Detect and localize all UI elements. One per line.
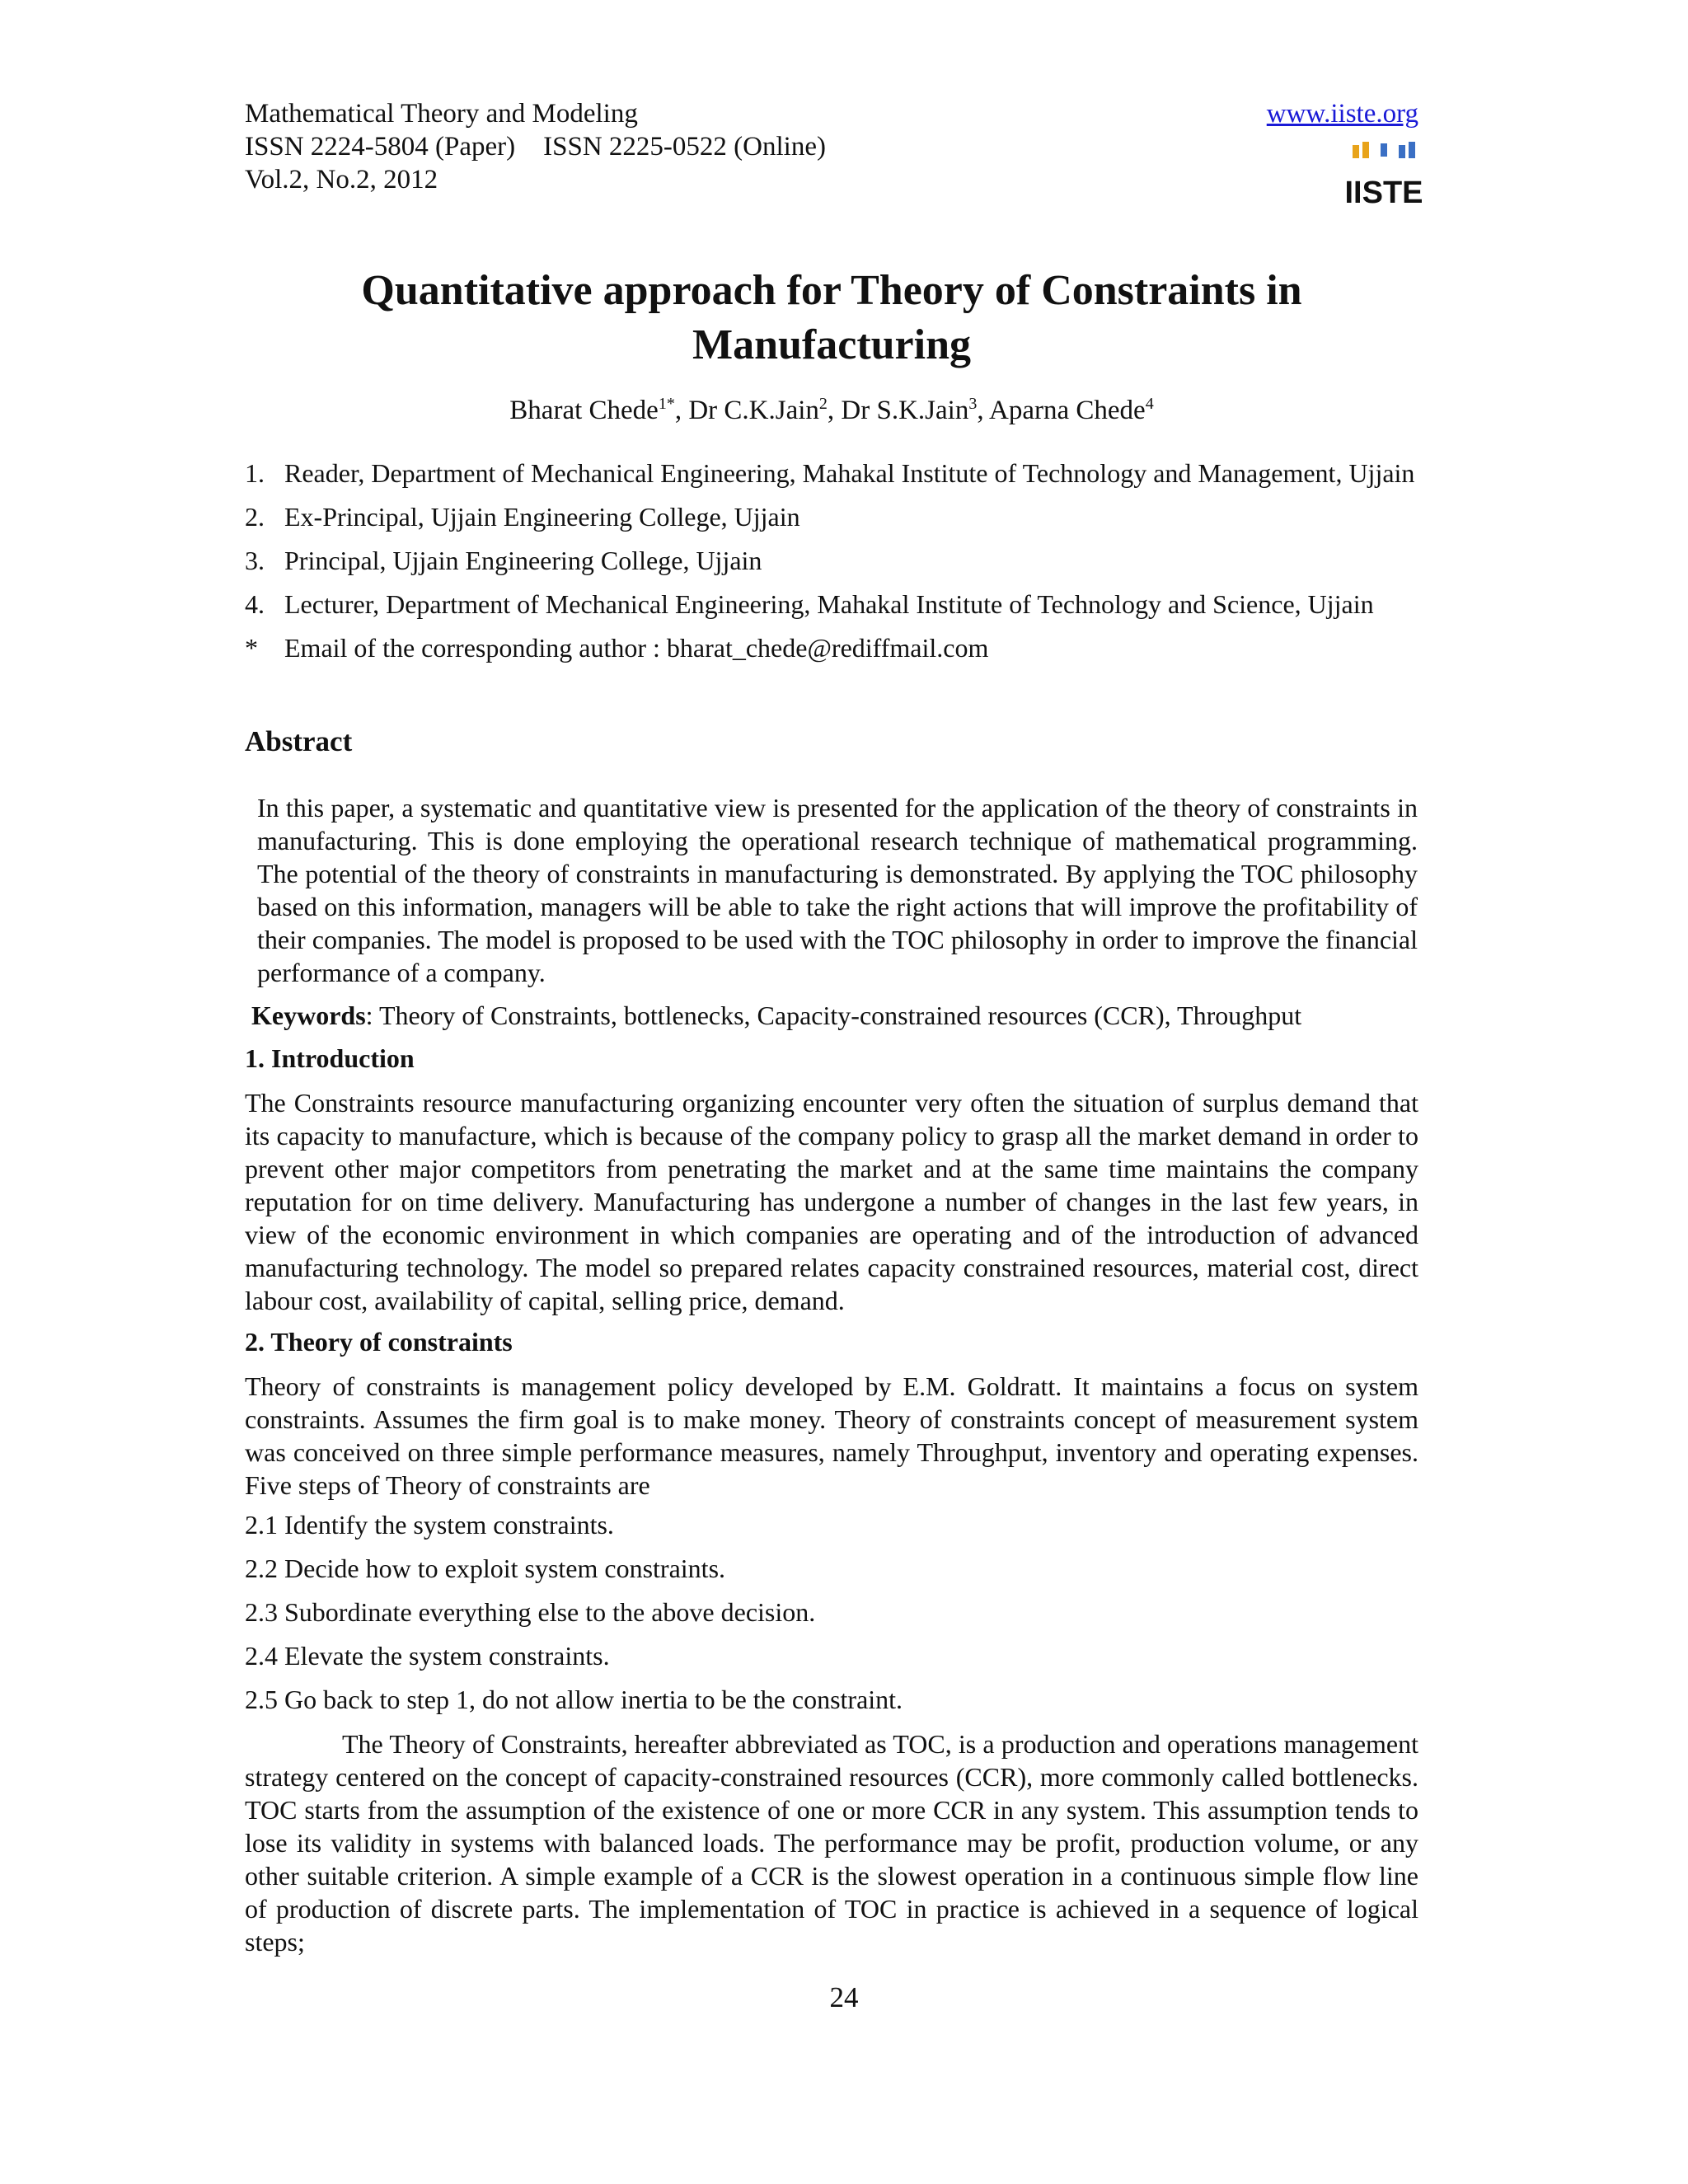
- journal-name: Mathematical Theory and Modeling: [245, 99, 638, 129]
- affiliation-marker: *: [245, 633, 258, 663]
- author-superscript: 3: [968, 395, 978, 413]
- step-item: 2.3 Subordinate everything else to the above decision.: [245, 1597, 816, 1627]
- affiliation-text: Ex-Principal, Ujjain Engineering College, Ujjain: [284, 502, 800, 532]
- author-name: Dr S.K.Jain: [841, 396, 969, 425]
- corresponding-email: Email of the corresponding author : bharat_chede@rediffmail.com: [284, 633, 989, 663]
- section-heading-introduction: 1. Introduction: [245, 1043, 415, 1073]
- author-superscript: 2: [818, 395, 828, 413]
- affiliation-item: [245, 631, 1418, 664]
- affiliation-item: [245, 544, 1418, 577]
- author-list: Bharat Chede$^{1*}$, Dr C.K.Jain$^2$, Dr S.K.Jain$^3$, Aparna Chede$^4$: [509, 395, 1154, 425]
- journal-info: [245, 97, 1418, 196]
- introduction-paragraph: The Constraints resource manufacturing organizing encounter very often the situation of surplus demand that its capacity to manufacture, which is because of the company policy to grasp all the market demand in order to prevent other major competitors from penetrating the market and at the same time maintains the company reputation for on time delivery. Manufacturing has undergone a number of changes in the last few years, in view of the economic environment in which companies are operating and of the introduction of advanced manufacturing technology. The model so prepared relates capacity constrained resources, material cost, direct labour cost, availability of capital, selling price, demand.: [245, 1088, 1418, 1315]
- volume-info: Vol.2, No.2, 2012: [245, 165, 438, 194]
- author-name: Dr C.K.Jain: [688, 396, 819, 425]
- section-heading-theory-of-constraints: 2. Theory of constraints: [245, 1327, 513, 1357]
- page-header: [245, 97, 1423, 210]
- affiliation-marker: 4.: [245, 589, 265, 619]
- affiliation-item: [245, 500, 1418, 533]
- logo-text: IISTE: [1344, 176, 1423, 210]
- paper-title: Quantitative approach for Theory of Constraints in Manufacturing: [361, 267, 1302, 368]
- author-name: Bharat Chede: [509, 396, 659, 425]
- toc-paragraph: The Theory of Constraints, hereafter abbreviated as TOC, is a production and operations management strategy centered on the concept of capacity-constrained resources (CCR), more commonly called bottlenecks. TOC starts from the assumption of the existence of one or more CCR in any system. This assumption tends to lose its validity in systems with balanced loads. The performance may be profit, production volume, or any other suitable criterion. A simple example of a CCR is the slowest operation in a continuous simple flow line of production of discrete parts. The implementation of TOC in practice is achieved in a sequence of logical steps;: [245, 1729, 1418, 1957]
- author-superscript: 1*: [658, 395, 675, 413]
- issn-online: ISSN 2225-0522 (Online): [543, 132, 826, 162]
- step-item: 2.4 Elevate the system constraints.: [245, 1641, 610, 1671]
- affiliation-item: [245, 457, 1418, 490]
- website-link[interactable]: www.iiste.org: [1266, 99, 1418, 129]
- keywords-line: [251, 999, 1422, 1032]
- affiliation-marker: 3.: [245, 546, 265, 575]
- affiliation-item: [245, 588, 1418, 621]
- affiliation-text: Lecturer, Department of Mechanical Engineering, Mahakal Institute of Technology and Science, Ujjain: [284, 589, 1374, 619]
- affiliation-list: [245, 457, 1418, 675]
- affiliation-marker: 1.: [245, 458, 265, 488]
- issn-paper: ISSN 2224-5804 (Paper): [245, 132, 516, 162]
- author-name: Aparna Chede: [989, 396, 1146, 425]
- author-superscript: 4: [1145, 395, 1154, 413]
- step-item: 2.2 Decide how to exploit system constraints.: [245, 1554, 726, 1583]
- abstract-text: In this paper, a systematic and quantitative view is presented for the application of the theory of constraints in manufacturing. This is done employing the operational research technique of mathematical programming. The potential of the theory of constraints in manufacturing is demonstrated. By applying the TOC philosophy based on this information, managers will be able to take the right actions that will improve the profitability of their companies. The model is proposed to be used with the TOC philosophy in order to improve the financial performance of a company.: [257, 793, 1418, 987]
- affiliation-text: Principal, Ujjain Engineering College, Ujjain: [284, 546, 762, 575]
- step-item: 2.1 Identify the system constraints.: [245, 1510, 614, 1540]
- page-number: 24: [829, 1981, 859, 2013]
- iiste-logo-icon: [1344, 140, 1423, 210]
- affiliation-text: Reader, Department of Mechanical Engineering, Mahakal Institute of Technology and Management, Ujjain: [284, 458, 1415, 488]
- keywords-text: : Theory of Constraints, bottlenecks, Capacity-constrained resources (CCR), Throughput: [365, 1001, 1302, 1030]
- affiliation-marker: 2.: [245, 502, 265, 532]
- abstract-heading: Abstract: [245, 725, 353, 757]
- issn-line: [245, 130, 1418, 163]
- keywords-label: Keywords: [251, 1001, 366, 1030]
- theory-paragraph: Theory of constraints is management policy developed by E.M. Goldratt. It maintains a focus on system constraints. Assumes the firm goal is to make money. Theory of constraints concept of measurement system was conceived on three simple performance measures, namely Throughput, inventory and operating expenses. Five steps of Theory of constraints are: [245, 1371, 1418, 1500]
- step-item: 2.5 Go back to step 1, do not allow inertia to be the constraint.: [245, 1685, 903, 1714]
